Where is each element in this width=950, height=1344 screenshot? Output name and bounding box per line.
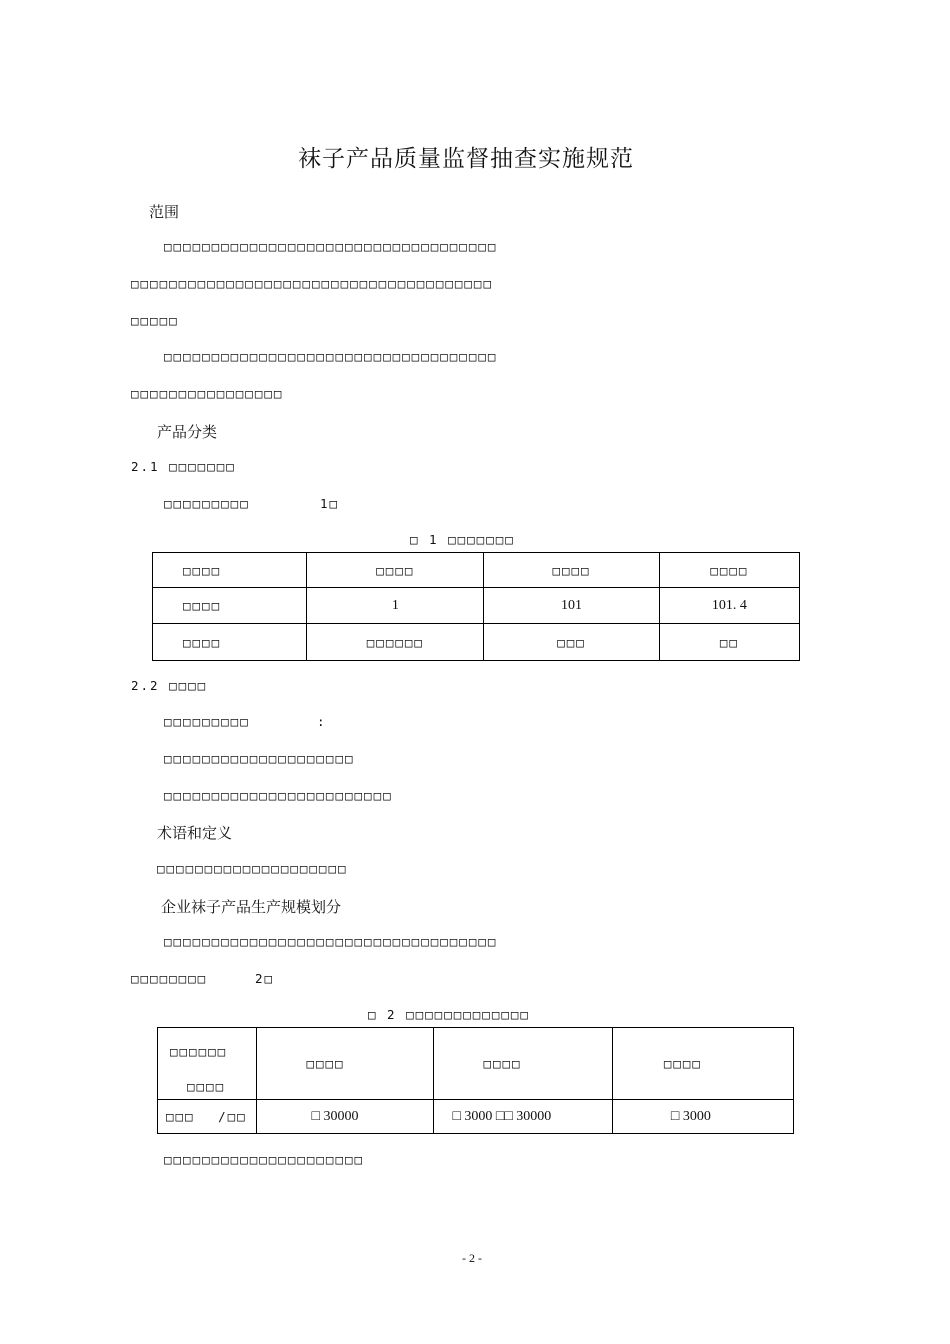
table-2-reference: 2□ bbox=[255, 971, 275, 986]
table-cell bbox=[158, 1100, 257, 1134]
table-cell: □□□□ bbox=[153, 588, 307, 624]
table-2-caption: □ 2 □□□□□□□□□□□□□ bbox=[368, 1007, 530, 1022]
table-1-caption: □ 1 □□□□□□□ bbox=[410, 532, 515, 547]
table-2-row-label-b: /□□ bbox=[218, 1109, 247, 1124]
table-cell: □□□□ bbox=[484, 553, 659, 588]
table-cell: □ 3000 bbox=[612, 1100, 793, 1134]
table-cell: □□□□ bbox=[153, 624, 307, 661]
table-cell: 1 bbox=[307, 588, 484, 624]
table-cell: 101 bbox=[484, 588, 659, 624]
table-row bbox=[158, 1100, 794, 1134]
scope-paragraph-1-line-1: □□□□□□□□□□□□□□□□□□□□□□□□□□□□□□□□□□□ bbox=[164, 239, 498, 254]
table-1 bbox=[152, 552, 800, 661]
subsection-2-2-colon: : bbox=[317, 714, 327, 729]
table-cell: □□□ bbox=[484, 624, 659, 661]
table-2-header-line-2: □□□□ bbox=[187, 1079, 226, 1094]
subsection-2-2-item-1: □□□□□□□□□□□□□□□□□□□□ bbox=[164, 751, 355, 766]
scope-paragraph-2-line-2: □□□□□□□□□□□□□□□□ bbox=[131, 386, 284, 401]
scale-footer-text: □□□□□□□□□□□□□□□□□□□□□ bbox=[164, 1152, 365, 1167]
section-heading-terms: 术语和定义 bbox=[157, 824, 233, 842]
table-cell: □□□□ bbox=[153, 553, 307, 588]
table-cell: 101. 4 bbox=[659, 588, 799, 624]
table-header-cell bbox=[158, 1028, 257, 1100]
table-header-cell: □□□□ bbox=[257, 1028, 434, 1100]
table-cell: □□□□ bbox=[659, 553, 799, 588]
table-row bbox=[153, 624, 800, 661]
section-heading-scope: 范围 bbox=[149, 203, 180, 221]
terms-text: □□□□□□□□□□□□□□□□□□□□ bbox=[157, 861, 348, 876]
table-cell: □ 30000 bbox=[257, 1100, 434, 1134]
page-number: - 2 - bbox=[462, 1251, 482, 1265]
table-2 bbox=[157, 1027, 794, 1134]
table-row bbox=[153, 553, 800, 588]
scale-paragraph-line-1: □□□□□□□□□□□□□□□□□□□□□□□□□□□□□□□□□□□ bbox=[164, 934, 498, 949]
subsection-2-1: 2.1 □□□□□□□ bbox=[131, 459, 236, 474]
subsection-2-2-item-2: □□□□□□□□□□□□□□□□□□□□□□□□ bbox=[164, 788, 393, 803]
subsection-2-2: 2.2 □□□□ bbox=[131, 678, 208, 693]
table-2-header-line-1: □□□□□□ bbox=[170, 1044, 228, 1059]
table-cell: □□□□ bbox=[307, 553, 484, 588]
subsection-2-2-text: □□□□□□□□□ bbox=[164, 714, 250, 729]
page-title: 袜子产品质量监督抽查实施规范 bbox=[298, 146, 634, 172]
table-cell: □□□□□□ bbox=[307, 624, 484, 661]
section-heading-scale: 企业袜子产品生产规模划分 bbox=[161, 898, 342, 916]
scope-paragraph-1-line-2: □□□□□□□□□□□□□□□□□□□□□□□□□□□□□□□□□□□□□□ bbox=[131, 276, 493, 291]
table-header-cell: □□□□ bbox=[612, 1028, 793, 1100]
table-row bbox=[153, 588, 800, 624]
section-heading-classification: 产品分类 bbox=[157, 423, 218, 441]
table-2-row-label-a: □□□ bbox=[166, 1109, 195, 1124]
scope-paragraph-2-line-1: □□□□□□□□□□□□□□□□□□□□□□□□□□□□□□□□□□□ bbox=[164, 349, 498, 364]
table-header-cell: □□□□ bbox=[434, 1028, 612, 1100]
table-cell: □□ bbox=[659, 624, 799, 661]
table-cell: □ 3000 □□ 30000 bbox=[434, 1100, 612, 1134]
table-row bbox=[158, 1028, 794, 1100]
scope-paragraph-1-line-3: □□□□□ bbox=[131, 313, 179, 328]
table-1-reference: 1□ bbox=[320, 496, 340, 511]
scale-paragraph-line-2: □□□□□□□□ bbox=[131, 971, 208, 986]
subsection-2-1-text: □□□□□□□□□ bbox=[164, 496, 250, 511]
